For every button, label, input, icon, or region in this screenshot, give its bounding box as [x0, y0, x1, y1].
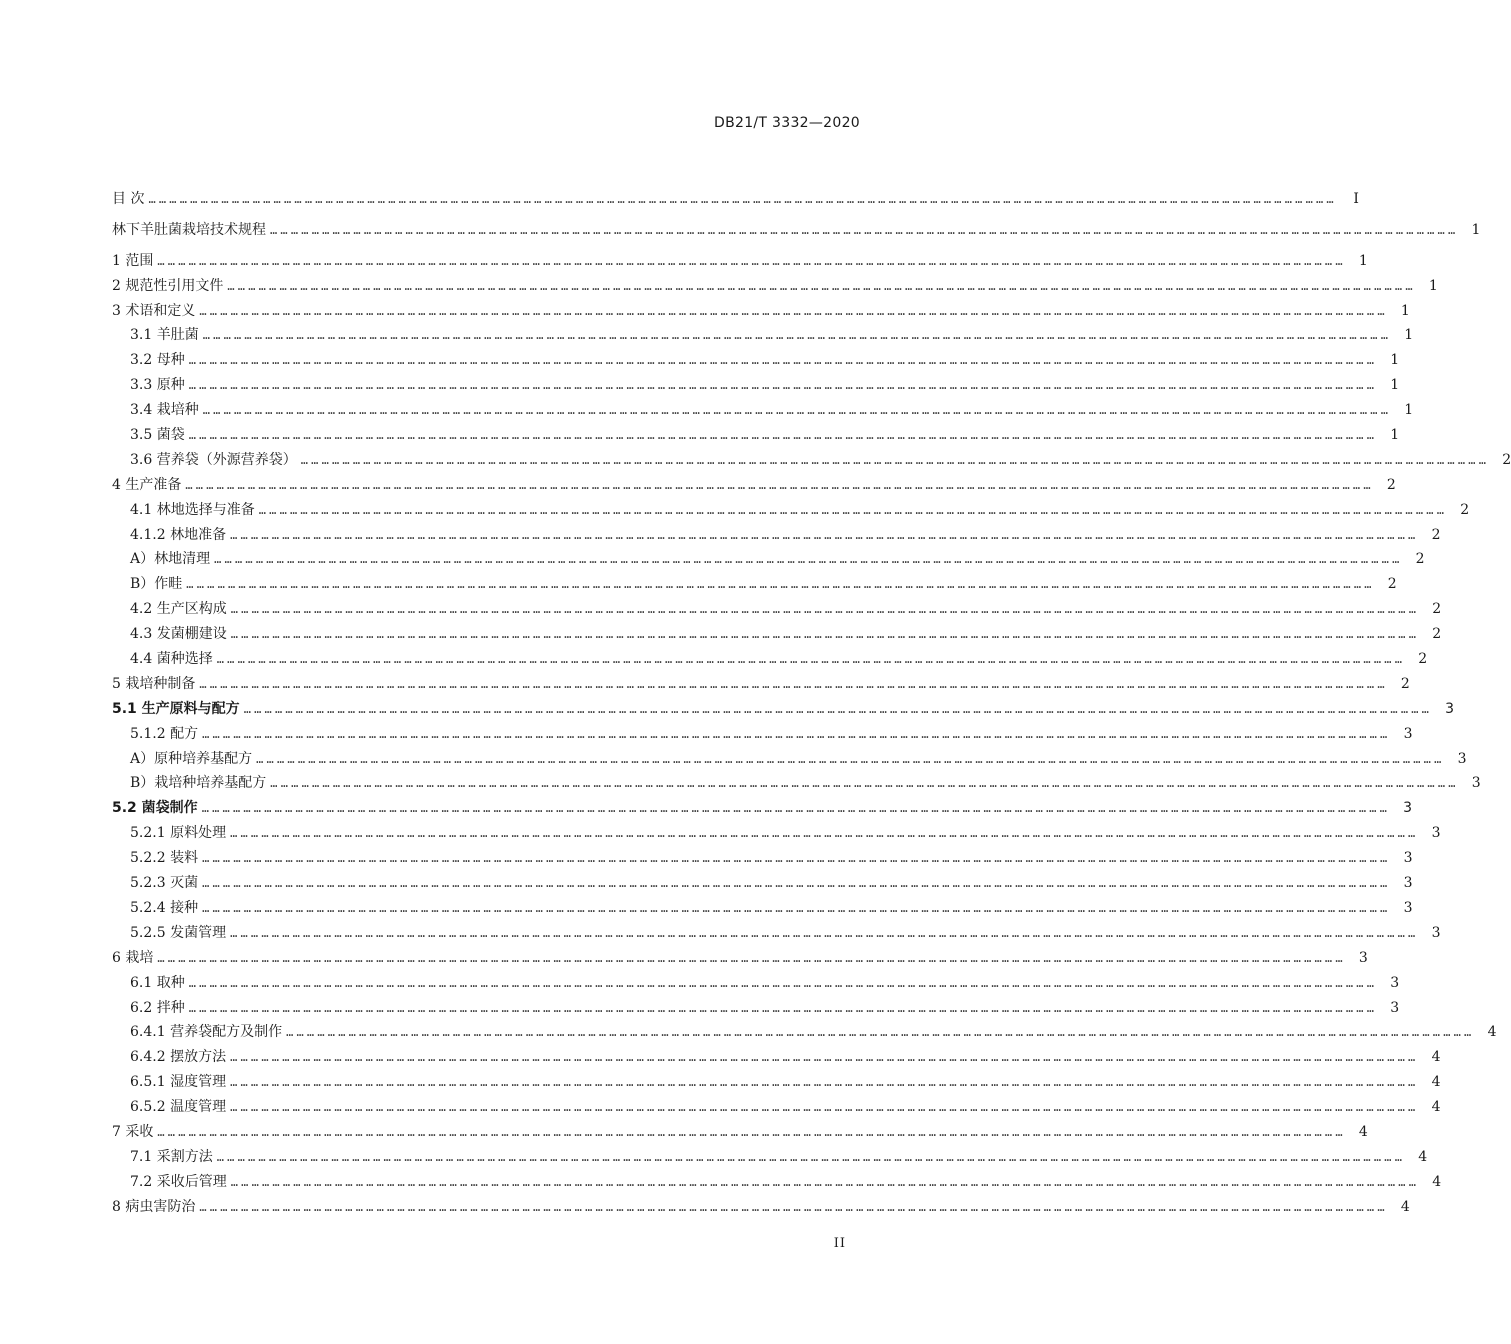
toc-entry[interactable]	[112, 423, 1400, 448]
toc-entry-page: 3	[1457, 750, 1467, 767]
toc-entry[interactable]	[112, 771, 1481, 796]
toc-entry-page: 3	[1403, 725, 1413, 742]
toc-entry-page: 1	[1471, 221, 1481, 238]
toc-entry-page: 1	[1404, 402, 1414, 419]
toc-entry-page: 2	[1431, 526, 1441, 543]
toc-entry-label: 6.4.2 摆放方法	[130, 1049, 227, 1066]
toc-entry-page: 2	[1432, 601, 1442, 618]
toc-leader-dots: ………………………………………………………………………………………………………………………………………………………………………………………………………………………………………………………………………………………………………………	[230, 826, 1419, 841]
toc-leader-dots: ………………………………………………………………………………………………………………………………………………………………………………………………………………………………………………………………………………………………………………	[201, 801, 1391, 816]
toc-leader-dots: ………………………………………………………………………………………………………………………………………………………………………………………………………………………………………………………………………………………………………………	[199, 676, 1388, 691]
toc-entry-page: 1	[1390, 352, 1400, 369]
toc-entry-page: I	[1353, 191, 1359, 207]
toc-leader-dots: ………………………………………………………………………………………………………………………………………………………………………………………………………………………………………………………………………………………………………………	[199, 303, 1388, 318]
toc-leader-dots: ………………………………………………………………………………………………………………………………………………………………………………………………………………………………………………………………………………………………………………	[230, 925, 1419, 940]
toc-entry[interactable]	[112, 971, 1400, 996]
toc-entry[interactable]	[112, 1045, 1441, 1070]
toc-leader-dots: ………………………………………………………………………………………………………………………………………………………………………………………………………………………………………………………………………………………………………………	[256, 751, 1445, 766]
toc-leader-dots: ………………………………………………………………………………………………………………………………………………………………………………………………………………………………………………………………………………………………………………	[202, 851, 1391, 866]
toc-leader-dots: ………………………………………………………………………………………………………………………………………………………………………………………………………………………………………………………………………………………………………………	[230, 527, 1419, 542]
toc-entry[interactable]	[112, 1070, 1441, 1095]
toc-entry-page: 4	[1431, 1099, 1441, 1116]
toc-entry-label: 5.2.5 发菌管理	[130, 924, 227, 941]
toc-entry-label: 5.2.1 原料处理	[130, 825, 227, 842]
toc-entry-page: 2	[1415, 551, 1425, 568]
toc-entry[interactable]	[112, 1170, 1442, 1195]
toc-entry[interactable]	[112, 1095, 1441, 1120]
toc-entry-page: 1	[1400, 302, 1410, 319]
toc-leader-dots: ………………………………………………………………………………………………………………………………………………………………………………………………………………………………………………………………………………………………………………	[270, 222, 1459, 237]
toc-entry-page: 1	[1358, 252, 1368, 269]
toc-entry[interactable]	[112, 373, 1400, 398]
footer-page-number: II	[833, 1236, 846, 1251]
toc-entry[interactable]	[112, 1020, 1497, 1045]
toc-entry[interactable]	[112, 796, 1413, 821]
toc-entry-label: 3.3 原种	[130, 377, 185, 394]
toc-leader-dots: ………………………………………………………………………………………………………………………………………………………………………………………………………………………………………………………………………………………………………………	[157, 253, 1346, 268]
toc-leader-dots: ………………………………………………………………………………………………………………………………………………………………………………………………………………………………………………………………………………………………………………	[300, 452, 1490, 467]
toc-entry-label: 3.1 羊肚菌	[130, 327, 199, 344]
toc-entry-page: 3	[1403, 800, 1413, 817]
toc-leader-dots: ………………………………………………………………………………………………………………………………………………………………………………………………………………………………………………………………………………………………………………	[243, 701, 1433, 716]
toc-entry[interactable]	[112, 249, 1368, 274]
toc-entry-label: 6.5.2 温度管理	[130, 1099, 227, 1116]
toc-entry-label: 5.2.3 灭菌	[130, 875, 199, 892]
toc-entry[interactable]	[112, 871, 1413, 896]
toc-entry[interactable]	[112, 448, 1511, 473]
toc-leader-dots: ………………………………………………………………………………………………………………………………………………………………………………………………………………………………………………………………………………………………………………	[186, 577, 1375, 592]
toc-entry[interactable]	[112, 996, 1400, 1021]
toc-entry[interactable]	[112, 896, 1413, 921]
toc-entry-label: 6.1 取种	[130, 974, 185, 991]
toc-leader-dots: ………………………………………………………………………………………………………………………………………………………………………………………………………………………………………………………………………………………………………………	[202, 900, 1391, 915]
toc-entry[interactable]	[112, 1195, 1410, 1220]
toc-entry[interactable]	[112, 672, 1410, 697]
toc-entry-page: 1	[1428, 277, 1438, 294]
toc-entry-label: 5.1 生产原料与配方	[112, 700, 240, 717]
toc-leader-dots: ………………………………………………………………………………………………………………………………………………………………………………………………………………………………………………………………………………………………………………	[185, 477, 1374, 492]
toc-entry[interactable]	[112, 547, 1425, 572]
toc-entry-label: A）原种培养基配方	[130, 750, 253, 767]
toc-entry[interactable]	[112, 299, 1410, 324]
toc-entry-page: 3	[1403, 875, 1413, 892]
toc-entry-label: 5.2 菌袋制作	[112, 800, 198, 817]
toc-entry-page: 4	[1431, 1074, 1441, 1091]
toc-entry[interactable]	[112, 821, 1441, 846]
toc-leader-dots: ………………………………………………………………………………………………………………………………………………………………………………………………………………………………………………………………………………………………………………	[230, 1075, 1419, 1090]
toc-entry-label: 3.2 母种	[130, 352, 185, 369]
toc-entry-label: B）栽培种培养基配方	[130, 775, 267, 792]
toc-entry-label: 6 栽培	[112, 949, 154, 966]
toc-entry-label: 林下羊肚菌栽培技术规程	[112, 221, 266, 238]
toc-entry-page: 4	[1400, 1198, 1410, 1215]
toc-leader-dots: ………………………………………………………………………………………………………………………………………………………………………………………………………………………………………………………………………………………………………………	[188, 428, 1378, 443]
toc-entry-page: 1	[1390, 427, 1400, 444]
toc-entry[interactable]	[112, 348, 1400, 373]
toc-entry-label: 1 范围	[112, 252, 154, 269]
toc-entry-page: 4	[1418, 1148, 1428, 1165]
toc-entry-label: 7 采收	[112, 1123, 154, 1140]
toc-entry-page: 3	[1390, 974, 1400, 991]
toc-leader-dots: ………………………………………………………………………………………………………………………………………………………………………………………………………………………………………………………………………………………………………………	[230, 602, 1420, 617]
toc-entry-page: 2	[1418, 651, 1428, 668]
toc-entry-label: 目 次	[112, 191, 145, 207]
toc-entry-label: 4.1.2 林地准备	[130, 526, 227, 543]
toc-entry-label: 3.4 栽培种	[130, 402, 199, 419]
toc-leader-dots: ………………………………………………………………………………………………………………………………………………………………………………………………………………………………………………………………………………………………………………	[148, 192, 1337, 206]
toc-entry[interactable]	[112, 523, 1441, 548]
toc-entry[interactable]	[112, 722, 1413, 747]
toc-entry[interactable]	[112, 697, 1455, 722]
toc-entry[interactable]	[112, 1120, 1368, 1145]
toc-leader-dots: ………………………………………………………………………………………………………………………………………………………………………………………………………………………………………………………………………………………………………………	[202, 876, 1391, 891]
toc-leader-dots: ………………………………………………………………………………………………………………………………………………………………………………………………………………………………………………………………………………………………………………	[199, 1199, 1388, 1214]
toc-leader-dots: ………………………………………………………………………………………………………………………………………………………………………………………………………………………………………………………………………………………………………………	[202, 726, 1391, 741]
toc-entry-page: 4	[1431, 1049, 1441, 1066]
toc-leader-dots: ………………………………………………………………………………………………………………………………………………………………………………………………………………………………………………………………………………………………………………	[216, 652, 1406, 667]
toc-entry-page: 3	[1471, 775, 1481, 792]
toc-entry-label: 7.1 采割方法	[130, 1148, 213, 1165]
toc-entry[interactable]	[112, 647, 1428, 672]
toc-entry[interactable]	[112, 323, 1414, 348]
toc-entry-label: 3 术语和定义	[112, 302, 196, 319]
toc-entry[interactable]	[112, 274, 1438, 299]
toc-entry-page: 3	[1431, 825, 1441, 842]
toc-entry-page: 3	[1445, 700, 1455, 717]
toc-entry-page: 3	[1403, 899, 1413, 916]
toc-leader-dots: ………………………………………………………………………………………………………………………………………………………………………………………………………………………………………………………………………………………………………………	[230, 627, 1420, 642]
toc-entry-label: 5 栽培种制备	[112, 675, 196, 692]
toc-entry[interactable]	[112, 921, 1441, 946]
toc-leader-dots: ………………………………………………………………………………………………………………………………………………………………………………………………………………………………………………………………………………………………………………	[188, 378, 1378, 393]
toc-entry-page: 2	[1432, 626, 1442, 643]
toc-entry[interactable]	[112, 1145, 1428, 1170]
toc-leader-dots: ………………………………………………………………………………………………………………………………………………………………………………………………………………………………………………………………………………………………………………	[230, 1100, 1419, 1115]
toc-entry-label: 4.2 生产区构成	[130, 601, 227, 618]
toc-entry-label: 5.2.4 接种	[130, 899, 199, 916]
toc-leader-dots: ………………………………………………………………………………………………………………………………………………………………………………………………………………………………………………………………………………………………………………	[214, 552, 1403, 567]
toc-entry-label: A）林地清理	[130, 551, 211, 568]
toc-entry-page: 1	[1404, 327, 1414, 344]
toc-entry-label: 3.6 营养袋（外源营养袋）	[130, 451, 297, 468]
toc-entry-label: 4.4 菌种选择	[130, 651, 213, 668]
toc-leader-dots: ………………………………………………………………………………………………………………………………………………………………………………………………………………………………………………………………………………………………………………	[216, 1149, 1406, 1164]
toc-entry-label: B）作畦	[130, 576, 183, 593]
toc-entry-page: 3	[1390, 999, 1400, 1016]
toc-entry[interactable]	[112, 187, 1359, 212]
toc-leader-dots: ………………………………………………………………………………………………………………………………………………………………………………………………………………………………………………………………………………………………………………	[157, 950, 1346, 965]
toc-entry[interactable]	[112, 747, 1467, 772]
toc-entry-page: 3	[1431, 924, 1441, 941]
toc-entry-label: 8 病虫害防治	[112, 1198, 196, 1215]
table-of-contents	[112, 187, 1511, 1220]
toc-leader-dots: ………………………………………………………………………………………………………………………………………………………………………………………………………………………………………………………………………………………………………………	[286, 1025, 1475, 1040]
toc-entry[interactable]	[112, 398, 1414, 423]
toc-entry-label: 6.2 拌种	[130, 999, 185, 1016]
toc-entry-label: 2 规范性引用文件	[112, 277, 224, 294]
toc-leader-dots: ………………………………………………………………………………………………………………………………………………………………………………………………………………………………………………………………………………………………………………	[258, 502, 1448, 517]
toc-entry-page: 3	[1358, 949, 1368, 966]
toc-leader-dots: ………………………………………………………………………………………………………………………………………………………………………………………………………………………………………………………………………………………………………………	[270, 776, 1459, 791]
toc-leader-dots: ………………………………………………………………………………………………………………………………………………………………………………………………………………………………………………………………………………………………………………	[188, 975, 1378, 990]
toc-entry-label: 3.5 菌袋	[130, 427, 185, 444]
toc-entry-page: 2	[1387, 576, 1397, 593]
toc-leader-dots: ………………………………………………………………………………………………………………………………………………………………………………………………………………………………………………………………………………………………………………	[202, 403, 1392, 418]
toc-entry-label: 5.1.2 配方	[130, 725, 199, 742]
toc-entry-page: 4	[1487, 1024, 1497, 1041]
toc-entry-label: 5.2.2 装料	[130, 850, 199, 867]
toc-entry[interactable]	[112, 846, 1413, 871]
toc-entry[interactable]	[112, 622, 1442, 647]
toc-entry-page: 1	[1390, 377, 1400, 394]
toc-entry-page: 4	[1358, 1123, 1368, 1140]
toc-entry-page: 2	[1460, 501, 1470, 518]
toc-entry-page: 3	[1403, 850, 1413, 867]
toc-leader-dots: ………………………………………………………………………………………………………………………………………………………………………………………………………………………………………………………………………………………………………………	[202, 328, 1392, 343]
toc-entry-label: 6.4.1 营养袋配方及制作	[130, 1024, 283, 1041]
toc-leader-dots: ………………………………………………………………………………………………………………………………………………………………………………………………………………………………………………………………………………………………………………	[188, 1000, 1378, 1015]
toc-leader-dots: ………………………………………………………………………………………………………………………………………………………………………………………………………………………………………………………………………………………………………………	[230, 1174, 1420, 1189]
toc-entry[interactable]	[112, 473, 1396, 498]
toc-leader-dots: ………………………………………………………………………………………………………………………………………………………………………………………………………………………………………………………………………………………………………………	[188, 353, 1378, 368]
toc-leader-dots: ………………………………………………………………………………………………………………………………………………………………………………………………………………………………………………………………………………………………………………	[230, 1050, 1419, 1065]
toc-entry[interactable]	[112, 946, 1368, 971]
toc-entry-label: 4.3 发菌棚建设	[130, 626, 227, 643]
toc-entry[interactable]	[112, 597, 1442, 622]
toc-entry[interactable]	[112, 498, 1470, 523]
toc-entry-label: 4.1 林地选择与准备	[130, 501, 255, 518]
toc-entry-page: 2	[1400, 675, 1410, 692]
toc-entry-label: 7.2 采收后管理	[130, 1173, 227, 1190]
toc-entry-page: 4	[1432, 1173, 1442, 1190]
toc-leader-dots: ………………………………………………………………………………………………………………………………………………………………………………………………………………………………………………………………………………………………………………	[157, 1124, 1346, 1139]
toc-entry[interactable]	[112, 572, 1397, 597]
document-code: DB21/T 3332—2020	[714, 115, 860, 131]
toc-entry-page: 2	[1502, 451, 1511, 468]
toc-entry-label: 4 生产准备	[112, 476, 182, 493]
toc-leader-dots: ………………………………………………………………………………………………………………………………………………………………………………………………………………………………………………………………………………………………………………	[227, 278, 1416, 293]
toc-entry-page: 2	[1386, 476, 1396, 493]
toc-entry-label: 6.5.1 湿度管理	[130, 1074, 227, 1091]
toc-entry[interactable]	[112, 218, 1481, 243]
